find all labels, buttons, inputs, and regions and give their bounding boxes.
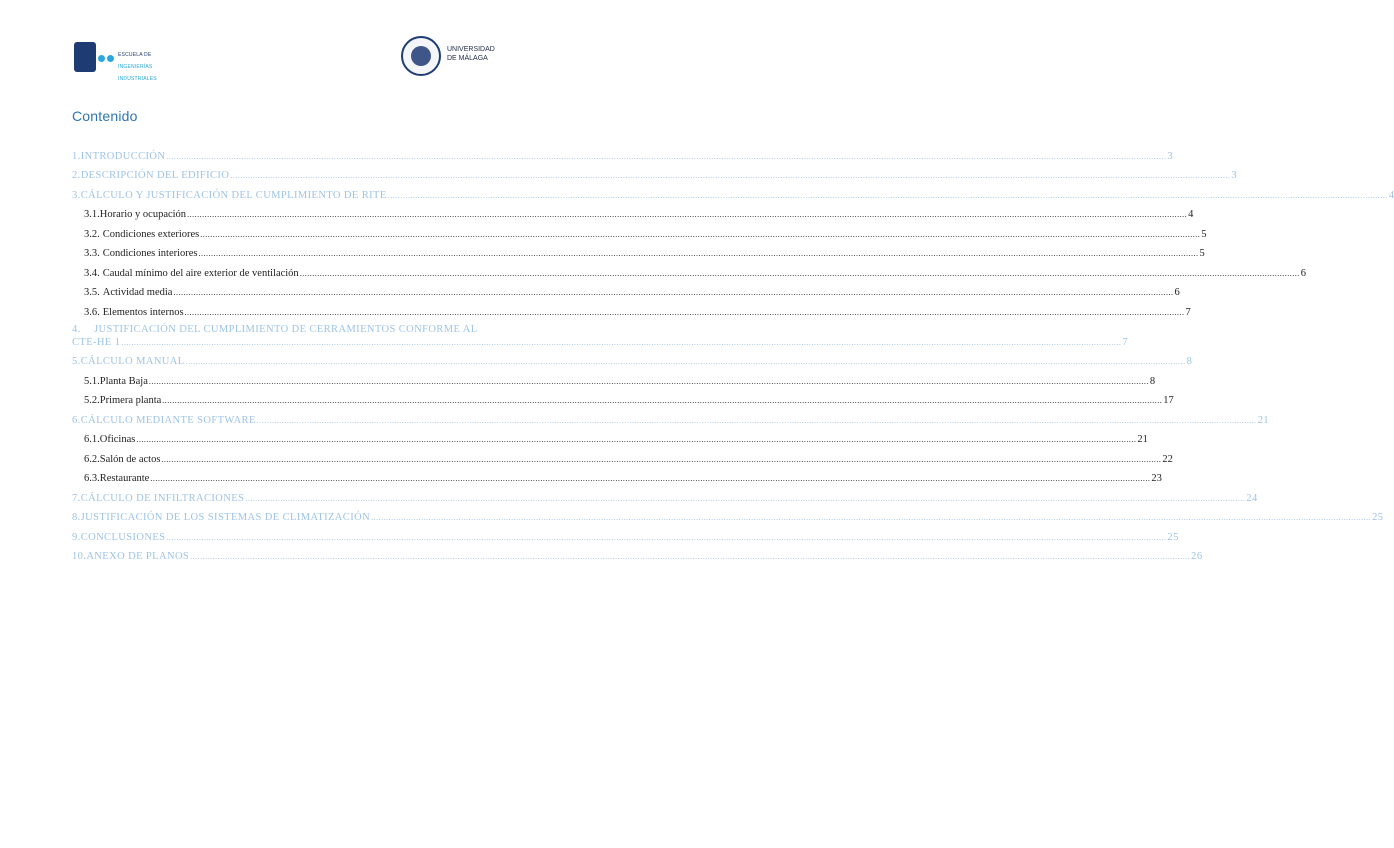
toc-entry-title: ANEXO DE PLANOS [86, 551, 190, 562]
toc-entry-number: 3.2. [84, 228, 100, 240]
toc-leader-dots: ................................................................................................................................................................................................................................................................................................................................................................................................................ [187, 210, 1188, 219]
university-seal-icon [401, 36, 441, 76]
toc-entry-number: 6.3. [84, 473, 100, 484]
toc-leader-dots: ................................................................................................................................................................................................................................................................................................................................................................................................................ [185, 357, 1186, 366]
toc-entry-title: DESCRIPCIÓN DEL EDIFICIO [80, 170, 230, 181]
toc-entry[interactable] [72, 182, 1394, 202]
toc-entry[interactable] [72, 299, 1191, 319]
toc-entry-title-continued: CTE-HE 1 [72, 336, 121, 348]
toc-entry-page: 23 [1151, 473, 1162, 484]
toc-entry-number: 3.5. [84, 287, 100, 298]
toc-entry[interactable] [72, 202, 1194, 222]
toc-entry-title: CÁLCULO DE INFILTRACIONES [80, 492, 245, 504]
toc-entry-number: 3.3. [84, 248, 100, 259]
toc-entry-number: 5.1. [84, 375, 100, 387]
toc-entry[interactable] [72, 544, 1203, 564]
toc-leader-dots: ................................................................................................................................................................................................................................................................................................................................................................................................................ [166, 151, 1167, 161]
toc-entry[interactable] [72, 280, 1180, 300]
toc-entry-number: 3.6. [84, 306, 100, 318]
toc-entry[interactable] [72, 260, 1306, 280]
toc-entry-number: 6.2. [84, 453, 100, 465]
toc-entry[interactable] [72, 349, 1193, 369]
toc-entry[interactable] [72, 505, 1384, 525]
school-logo [74, 40, 166, 82]
toc-entry-number: 2. [72, 170, 81, 181]
toc-entry[interactable] [72, 388, 1174, 408]
toc-leader-dots: ................................................................................................................................................................................................................................................................................................................................................................................................................ [256, 415, 1257, 425]
toc-entry-page: 24 [1246, 492, 1258, 504]
toc-leader-dots: ................................................................................................................................................................................................................................................................................................................................................................................................................ [166, 532, 1167, 542]
toc-entry-page: 26 [1191, 551, 1203, 562]
toc-entry-number: 4. [72, 323, 81, 335]
toc-entry-number: 3. [72, 189, 81, 201]
toc-entry[interactable] [72, 407, 1270, 427]
toc-entry-title: CÁLCULO MEDIANTE SOFTWARE [80, 414, 256, 426]
toc-entry-page: 25 [1372, 512, 1384, 523]
toc-entry-title: INTRODUCCIÓN [80, 150, 166, 162]
toc-entry-page: 25 [1167, 531, 1179, 543]
toc-entry-page: 22 [1162, 453, 1173, 465]
toc-entry-title: CÁLCULO Y JUSTIFICACIÓN DEL CUMPLIMIENTO DE RITE [80, 189, 387, 201]
toc-entry-number: 10. [72, 551, 87, 562]
toc-entry-number: 5. [72, 356, 81, 367]
toc-entry[interactable] [72, 221, 1207, 241]
toc-leader-dots: ................................................................................................................................................................................................................................................................................................................................................................................................................ [136, 435, 1137, 444]
toc-entry-number: 9. [72, 531, 81, 543]
toc-entry-title: CONCLUSIONES [80, 531, 166, 543]
toc-entry[interactable] [72, 446, 1173, 466]
toc-entry-title: JUSTIFICACIÓN DEL CUMPLIMIENTO DE CERRAMIENTOS CONFORME AL [94, 323, 478, 335]
toc-entry-page: 5 [1201, 228, 1207, 240]
toc-entry[interactable] [72, 368, 1156, 388]
toc-entry[interactable] [72, 466, 1162, 486]
toc-entry-number: 6.1. [84, 434, 100, 445]
toc-entry-page: 3 [1167, 150, 1174, 162]
toc-entry-title: Planta Baja [99, 375, 148, 387]
toc-leader-dots: ................................................................................................................................................................................................................................................................................................................................................................................................................ [173, 288, 1174, 297]
toc-entry-number: 6. [72, 414, 81, 426]
toc-leader-dots: ................................................................................................................................................................................................................................................................................................................................................................................................................ [387, 190, 1388, 200]
toc-leader-dots: ................................................................................................................................................................................................................................................................................................................................................................................................................ [150, 474, 1151, 483]
toc-entry[interactable] [72, 319, 1129, 349]
toc-heading: Contenido [72, 108, 138, 124]
toc-entry-title: Elementos internos [102, 306, 184, 318]
toc-entry-title: Condiciones exteriores [102, 228, 200, 240]
toc-entry-title: Caudal mínimo del aire exterior de ventilación [102, 267, 299, 279]
toc-leader-dots: ................................................................................................................................................................................................................................................................................................................................................................................................................ [245, 493, 1246, 503]
toc-entry-title: Oficinas [99, 434, 136, 445]
toc-leader-dots: ................................................................................................................................................................................................................................................................................................................................................................................................................ [299, 268, 1300, 278]
toc-leader-dots: ................................................................................................................................................................................................................................................................................................................................................................................................................ [230, 171, 1231, 180]
toc-entry[interactable] [72, 163, 1237, 183]
toc-leader-dots: ................................................................................................................................................................................................................................................................................................................................................................................................................ [198, 249, 1199, 258]
toc-entry-number: 3.4. [84, 267, 100, 279]
toc-entry-number: 3.1. [84, 209, 100, 220]
toc-entry-number: 7. [72, 492, 81, 504]
toc-entry-title: Salón de actos [99, 453, 161, 465]
toc-entry-page: 6 [1300, 267, 1306, 279]
toc-entry-title: Condiciones interiores [102, 248, 198, 259]
toc-entry[interactable] [72, 524, 1179, 544]
toc-entry-title: Actividad media [102, 287, 173, 298]
university-logo [401, 36, 501, 78]
toc-entry-number: 1. [72, 150, 81, 162]
toc-entry-page: 5 [1199, 248, 1205, 259]
toc-entry-title: Restaurante [99, 473, 150, 484]
toc-entry-page: 8 [1186, 356, 1193, 367]
toc-entry[interactable] [72, 143, 1174, 163]
toc-leader-dots: ................................................................................................................................................................................................................................................................................................................................................................................................................ [371, 513, 1372, 522]
toc-entry-page: 3 [1231, 170, 1237, 181]
toc-entry-page: 7 [1122, 336, 1129, 348]
toc-entry-page: 17 [1163, 395, 1174, 406]
toc-entry-number: 8. [72, 512, 81, 523]
toc-entry[interactable] [72, 241, 1205, 261]
toc-entry-page: 21 [1137, 434, 1148, 445]
school-logo-text: ESCUELA DE INGENIERÍAS INDUSTRIALES [118, 52, 157, 82]
toc-leader-dots: ................................................................................................................................................................................................................................................................................................................................................................................................................ [190, 552, 1191, 561]
toc-entry-page: 4 [1188, 209, 1194, 220]
toc-entry-page: 4 [1388, 189, 1394, 201]
toc-leader-dots: ................................................................................................................................................................................................................................................................................................................................................................................................................ [184, 307, 1185, 317]
toc-entry-page: 7 [1185, 306, 1191, 318]
toc-entry-title: CÁLCULO MANUAL [80, 356, 185, 367]
toc-entry-page: 6 [1174, 287, 1180, 298]
school-logo-mark [74, 42, 96, 72]
toc-leader-dots: ................................................................................................................................................................................................................................................................................................................................................................................................................ [161, 454, 1162, 464]
toc-entry-title: JUSTIFICACIÓN DE LOS SISTEMAS DE CLIMATIZACIÓN [80, 512, 371, 523]
toc-entry[interactable] [72, 485, 1258, 505]
toc-leader-dots: ................................................................................................................................................................................................................................................................................................................................................................................................................ [148, 376, 1149, 386]
table-of-contents [72, 143, 1394, 563]
toc-leader-dots: ................................................................................................................................................................................................................................................................................................................................................................................................................ [162, 396, 1163, 405]
toc-leader-dots: ................................................................................................................................................................................................................................................................................................................................................................................................................ [121, 337, 1122, 347]
toc-entry-number: 5.2. [84, 395, 100, 406]
university-logo-text: UNIVERSIDAD DE MÁLAGA [447, 46, 495, 62]
toc-entry[interactable] [72, 427, 1148, 447]
toc-entry-page: 21 [1257, 414, 1270, 426]
toc-entry-title: Horario y ocupación [99, 209, 187, 220]
toc-entry-title: Primera planta [99, 395, 162, 406]
toc-entry-page: 8 [1149, 375, 1156, 387]
toc-leader-dots: ................................................................................................................................................................................................................................................................................................................................................................................................................ [200, 229, 1201, 239]
